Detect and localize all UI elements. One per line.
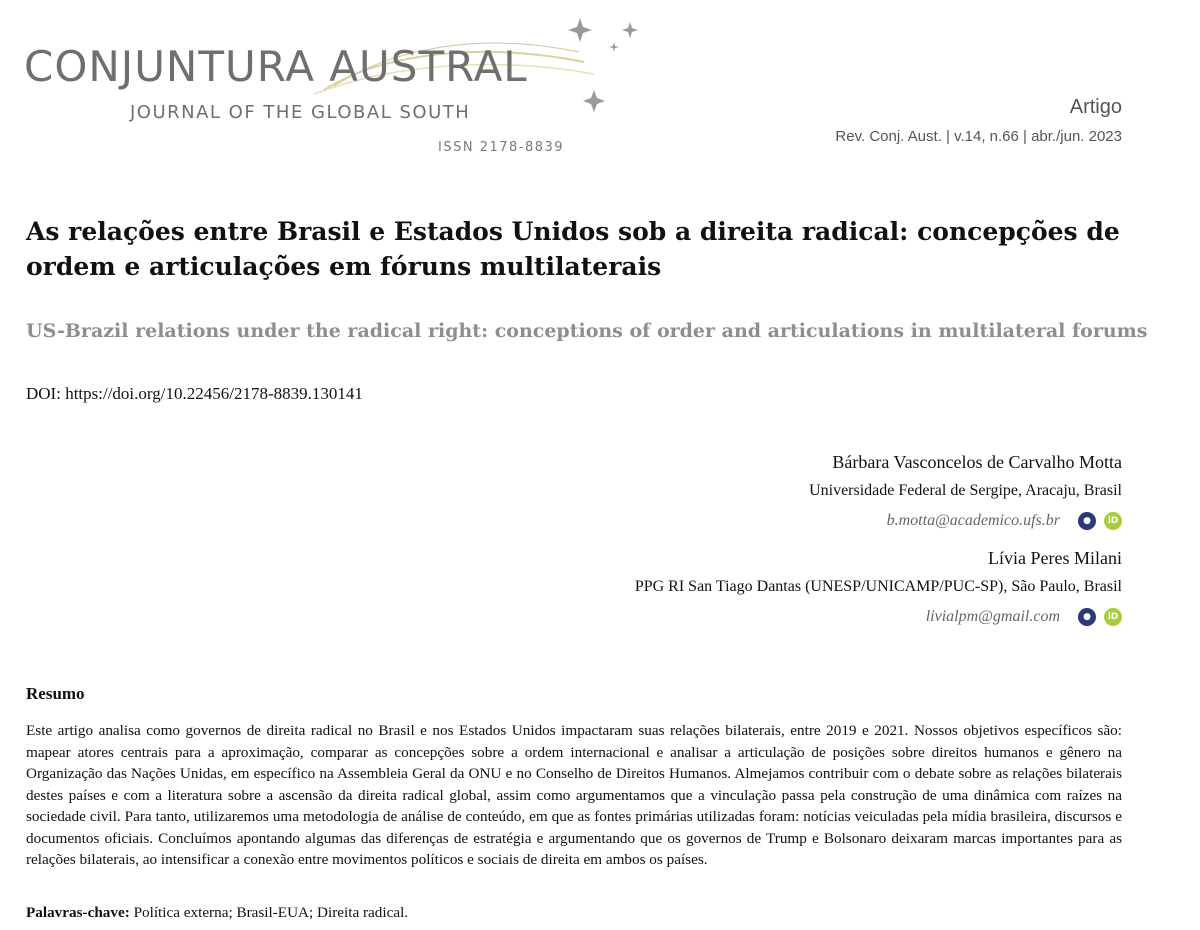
lattes-icon[interactable]: ● xyxy=(1078,608,1096,626)
author-block xyxy=(422,450,1122,532)
author-block xyxy=(422,546,1122,628)
journal-issn: ISSN 2178-8839 xyxy=(438,140,565,155)
article-title-english: US-Brazil relations under the radical right: conceptions of order and articulations in multilateral forums xyxy=(26,320,1148,342)
author-affiliation: Universidade Federal de Sergipe, Aracaju, Brasil xyxy=(809,482,1122,499)
author-name: Bárbara Vasconcelos de Carvalho Motta xyxy=(832,452,1122,472)
citation-info: Rev. Conj. Aust. | v.14, n.66 | abr./jun. 2023 xyxy=(835,128,1122,145)
article-type: Artigo xyxy=(1069,96,1122,118)
journal-subtitle: JOURNAL OF THE GLOBAL SOUTH xyxy=(130,102,471,123)
abstract-text: Este artigo analisa como governos de direita radical no Brasil e nos Estados Unidos impactaram suas relações bilaterais, entre 2019 e 2021. Nossos objetivos específicos são: mapear atores centrais para a aproximação, comparar as concepções sobre a ordem internacional e analisar a articulação de posições sobre direitos humanos e gênero na Organização das Nações Unidas, em específico na Assembleia Geral da ONU e no Conselho de Direitos Humanos. Almejamos contribuir com o debate sobre as relações bilaterais destes países e com a literatura sobre a ascensão da direita radical global, assim como argumentamos que a vinculação passa pela construção de uma dinâmica com raízes na sociedade civil. Para tanto, utilizaremos uma metodologia de análise de conteúdo, em que as fontes primárias utilizadas foram: notícias veiculadas pela mídia brasileira, discursos e documentos oficiais. Concluímos apontando algumas das diferenças de estratégia e argumentando que os governos de Trump e Bolsonaro deixaram marcas importantes para as relações bilaterais, ao intensificar a conexão entre movimentos políticos e sociais de direita em ambos os países. xyxy=(26,722,1122,868)
author-email[interactable]: livialpm@gmail.com xyxy=(925,608,1060,625)
abstract-heading: Resumo xyxy=(26,684,85,703)
author-email[interactable]: b.motta@academico.ufs.br xyxy=(886,512,1060,529)
lattes-icon[interactable]: ● xyxy=(1078,512,1096,530)
journal-name: CONJUNTURA AUSTRAL xyxy=(24,42,528,91)
journal-logo xyxy=(24,12,664,155)
article-title-portuguese: As relações entre Brasil e Estados Unidos sob a direita radical: concepções de ordem e articulações em fóruns multilaterais xyxy=(26,217,1120,281)
orcid-icon[interactable]: iD xyxy=(1104,512,1122,530)
keywords-value: Política externa; Brasil-EUA; Direita radical. xyxy=(133,904,409,921)
keywords-line xyxy=(26,904,408,922)
star-icon xyxy=(568,18,638,112)
keywords-label: Palavras-chave: xyxy=(26,904,130,921)
author-name: Lívia Peres Milani xyxy=(988,548,1122,568)
author-contact xyxy=(422,510,1122,532)
orcid-icon[interactable]: iD xyxy=(1104,608,1122,626)
authors-section xyxy=(422,450,1122,628)
doi-link[interactable]: DOI: https://doi.org/10.22456/2178-8839.130141 xyxy=(26,384,363,403)
author-affiliation: PPG RI San Tiago Dantas (UNESP/UNICAMP/PUC-SP), São Paulo, Brasil xyxy=(634,578,1122,595)
author-contact xyxy=(422,606,1122,628)
